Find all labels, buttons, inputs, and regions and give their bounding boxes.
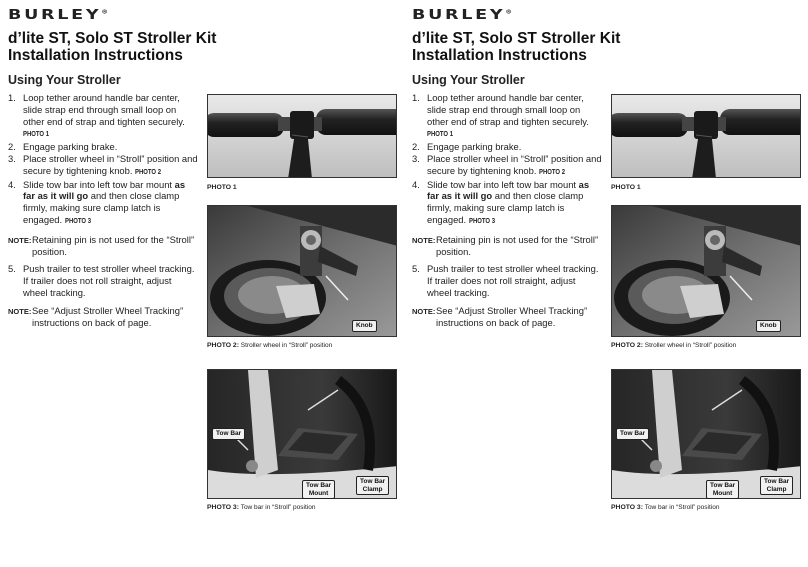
tow-bar-callout: Tow Bar bbox=[212, 428, 245, 440]
knob-callout: Knob bbox=[756, 320, 781, 332]
tow-bar-clamp-callout: Tow Bar Clamp bbox=[760, 476, 793, 495]
tow-bar-mount-callout: Tow Bar Mount bbox=[302, 480, 335, 499]
step-item: 2. Engage parking brake. bbox=[8, 141, 118, 153]
step-item: 2. Engage parking brake. bbox=[412, 141, 522, 153]
photo-1-caption: PHOTO 1 bbox=[611, 184, 641, 191]
instruction-steps bbox=[412, 92, 602, 328]
photo-1-caption: PHOTO 1 bbox=[207, 184, 237, 191]
tow-bar-callout: Tow Bar bbox=[616, 428, 649, 440]
photo-1-handlebar-tether bbox=[207, 94, 397, 178]
photo-2-caption: PHOTO 2: Stroller wheel in “Stroll” position bbox=[611, 342, 737, 349]
step-item: 4. Slide tow bar into left tow bar mount as far as it will go and then close clamp firmly, making sure clamp latch is engaged. PHOTO 3 bbox=[8, 178, 186, 225]
photo-3-caption: PHOTO 3: Tow bar in “Stroll” position bbox=[611, 504, 720, 511]
step-item: 1. Loop tether around handle bar center, slide strap end through small loop on other end of strap and tighten securely. PHOTO 1 bbox=[8, 92, 185, 139]
instruction-panel-right bbox=[404, 0, 808, 567]
note: NOTE: See “Adjust Stroller Wheel Tracking” instructions on back of page. bbox=[412, 304, 588, 328]
note: NOTE: Retaining pin is not used for the “Stroll” position. bbox=[8, 233, 195, 257]
photo-2-caption: PHOTO 2: Stroller wheel in “Stroll” position bbox=[207, 342, 333, 349]
tow-bar-clamp-callout: Tow Bar Clamp bbox=[356, 476, 389, 495]
section-heading: Using Your Stroller bbox=[412, 73, 525, 87]
photo-3-caption: PHOTO 3: Tow bar in “Stroll” position bbox=[207, 504, 316, 511]
step-item: 3. Place stroller wheel in “Stroll” position and secure by tightening knob. PHOTO 2 bbox=[412, 152, 602, 176]
burley-logo: BURLEY® bbox=[8, 8, 108, 23]
step-item: 3. Place stroller wheel in “Stroll” position and secure by tightening knob. PHOTO 2 bbox=[8, 152, 198, 176]
instruction-steps bbox=[8, 92, 198, 328]
tow-bar-mount-callout: Tow Bar Mount bbox=[706, 480, 739, 499]
note: NOTE: Retaining pin is not used for the “Stroll” position. bbox=[412, 233, 599, 257]
step-item: 4. Slide tow bar into left tow bar mount as far as it will go and then close clamp firmly, making sure clamp latch is engaged. PHOTO 3 bbox=[412, 178, 590, 225]
photo-2-stroller-wheel bbox=[207, 205, 397, 337]
page-title: d’lite ST, Solo ST Stroller Kit Installation Instructions bbox=[412, 30, 621, 64]
note: NOTE: See “Adjust Stroller Wheel Tracking” instructions on back of page. bbox=[8, 304, 184, 328]
photo-2-stroller-wheel bbox=[611, 205, 801, 337]
burley-logo: BURLEY® bbox=[412, 8, 512, 23]
section-heading: Using Your Stroller bbox=[8, 73, 121, 87]
step-item: 5. Push trailer to test stroller wheel tracking. If trailer does not roll straight, adjust wheel tracking. bbox=[8, 263, 195, 298]
photo-1-handlebar-tether bbox=[611, 94, 801, 178]
step-item: 1. Loop tether around handle bar center, slide strap end through small loop on other end of strap and tighten securely. PHOTO 1 bbox=[412, 92, 589, 139]
page-title: d’lite ST, Solo ST Stroller Kit Installation Instructions bbox=[8, 30, 217, 64]
step-item: 5. Push trailer to test stroller wheel tracking. If trailer does not roll straight, adjust wheel tracking. bbox=[412, 263, 599, 298]
knob-callout: Knob bbox=[352, 320, 377, 332]
